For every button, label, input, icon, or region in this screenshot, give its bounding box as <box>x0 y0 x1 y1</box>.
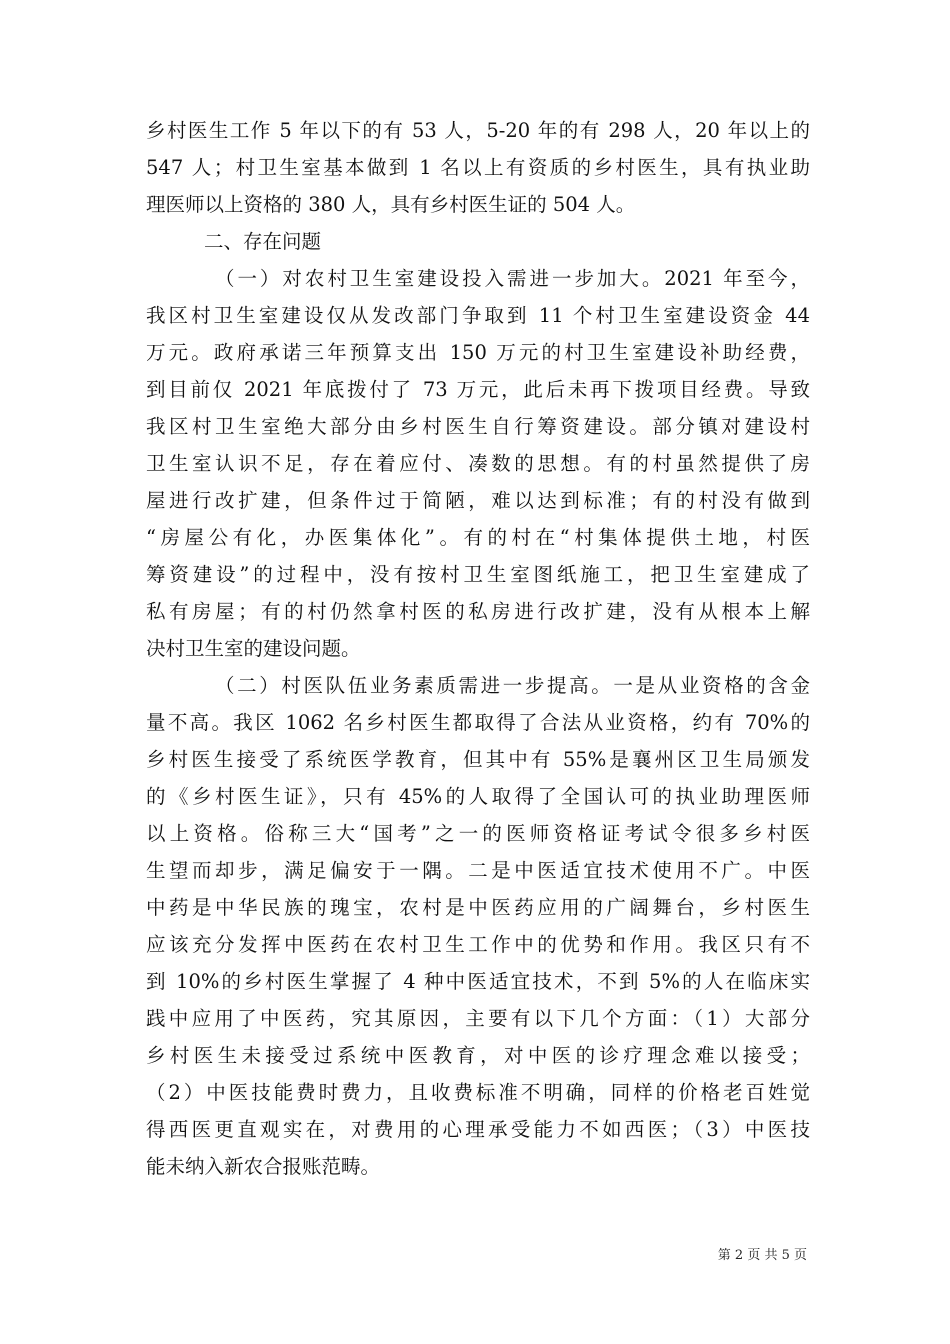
text-line: 生望而却步，满足偏安于一隅。二是中医适宜技术使用不广。中医 <box>146 859 810 882</box>
text-line: 卫生室认识不足，存在着应付、凑数的思想。有的村虽然提供了房 <box>146 452 810 475</box>
text-line: 筹资建设”的过程中，没有按村卫生室图纸施工，把卫生室建成了 <box>146 563 810 586</box>
text-line: 决村卫生室的建设问题。 <box>146 637 361 660</box>
body-text <box>146 112 810 1185</box>
subsection-heading: （二）村医队伍业务素质需进一步提高。一是从业资格的含金 <box>215 674 810 697</box>
text-line: 量不高。我区 1062 名乡村医生都取得了合法从业资格，约有 70%的 <box>146 711 810 734</box>
subsection-heading: （一）对农村卫生室建设投入需进一步加大。2021 年至今， <box>215 267 810 290</box>
text-line: 乡村医生未接受过系统中医教育，对中医的诊疗理念难以接受； <box>146 1044 810 1067</box>
text-line: 乡村医生工作 5 年以下的有 53 人，5-20 年的有 298 人，20 年以上的 <box>146 119 810 142</box>
text-line: 得西医更直观实在，对费用的心理承受能力不如西医；（3）中医技 <box>146 1118 810 1141</box>
text-line: 到目前仅 2021 年底拨付了 73 万元，此后未再下拨项目经费。导致 <box>146 378 810 401</box>
text-line: （2）中医技能费时费力，且收费标准不明确，同样的价格老百姓觉 <box>146 1081 810 1104</box>
text-line: 的《乡村医生证》，只有 45%的人取得了全国认可的执业助理医师 <box>146 785 810 808</box>
text-line: 屋进行改扩建，但条件过于简陋，难以达到标准；有的村没有做到 <box>146 489 810 512</box>
page-number: 第 2 页 共 5 页 <box>717 1248 807 1263</box>
text-line: 私有房屋；有的村仍然拿村医的私房进行改扩建，没有从根本上解 <box>146 600 810 623</box>
text-line: 我区村卫生室建设仅从发改部门争取到 11 个村卫生室建设资金 44 <box>146 304 810 327</box>
text-line: 理医师以上资格的 380 人，具有乡村医生证的 504 人。 <box>146 193 636 216</box>
text-line: “房屋公有化，办医集体化”。有的村在“村集体提供土地，村医 <box>146 526 810 549</box>
text-line: 应该充分发挥中医药在农村卫生工作中的优势和作用。我区只有不 <box>146 933 810 956</box>
text-line: 万元。政府承诺三年预算支出 150 万元的村卫生室建设补助经费， <box>146 341 810 364</box>
text-line: 547 人；村卫生室基本做到 1 名以上有资质的乡村医生，具有执业助 <box>146 156 810 179</box>
text-line: 到 10%的乡村医生掌握了 4 种中医适宜技术，不到 5%的人在临床实 <box>146 970 810 993</box>
text-line: 我区村卫生室绝大部分由乡村医生自行筹资建设。部分镇对建设村 <box>146 415 810 438</box>
text-line: 中药是中华民族的瑰宝，农村是中医药应用的广阔舞台，乡村医生 <box>146 896 810 919</box>
text-line: 践中应用了中医药，究其原因，主要有以下几个方面：（1）大部分 <box>146 1007 810 1030</box>
text-line: 能未纳入新农合报账范畴。 <box>146 1155 381 1178</box>
section-heading: 二、存在问题 <box>204 230 322 253</box>
text-line: 乡村医生接受了系统医学教育，但其中有 55%是襄州区卫生局颁发 <box>146 748 810 771</box>
text-line: 以上资格。俗称三大“国考”之一的医师资格证考试令很多乡村医 <box>146 822 810 845</box>
